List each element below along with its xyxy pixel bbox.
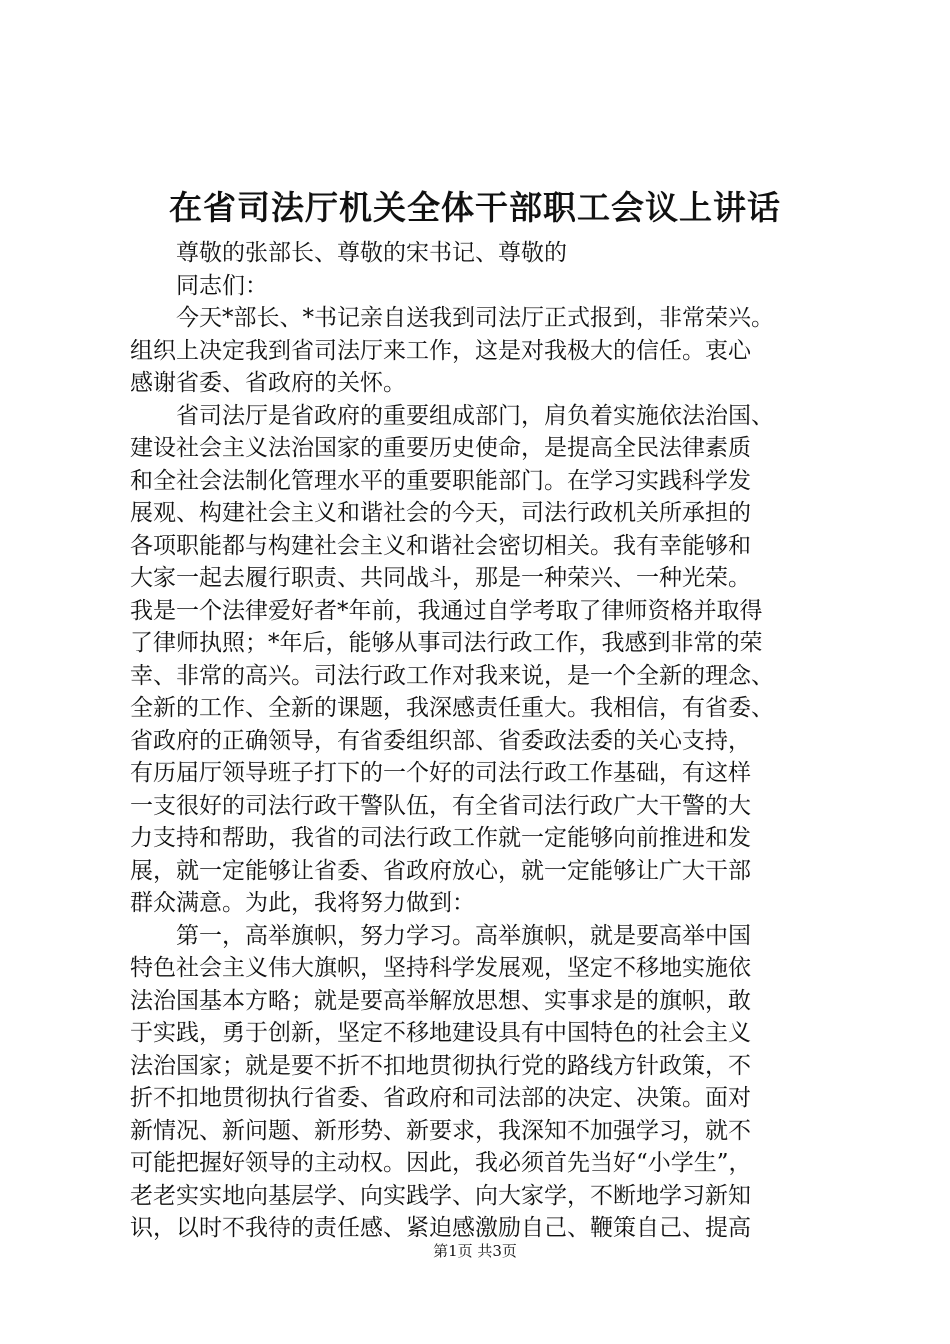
text-line: 尊敬的张部长、尊敬的宋书记、尊敬的 xyxy=(176,240,567,266)
document-title: 在省司法厅机关全体干部职工会议上讲话 xyxy=(169,188,781,227)
text-line: 建设社会主义法治国家的重要历史使命，是提高全民法律素质 xyxy=(130,435,751,461)
text-line: 了律师执照；*年后，能够从事司法行政工作，我感到非常的荣 xyxy=(130,630,763,656)
text-line: 感谢省委、省政府的关怀。 xyxy=(130,370,406,396)
text-line: 今天*部长、*书记亲自送我到司法厅正式报到，非常荣兴。 xyxy=(176,305,774,331)
text-line: 同志们： xyxy=(176,272,268,299)
text-line: 可能把握好领导的主动权。因此，我必须首先当好“小学生”， xyxy=(130,1150,752,1176)
text-line: 省政府的正确领导，有省委组织部、省委政法委的关心支持， xyxy=(130,727,751,754)
text-line: 新情况、新问题、新形势、新要求，我深知不加强学习，就不 xyxy=(130,1117,751,1144)
text-line: 有历届厅领导班子打下的一个好的司法行政工作基础，有这样 xyxy=(130,760,751,786)
text-line: 老老实实地向基层学、向实践学、向大家学，不断地学习新知 xyxy=(130,1182,751,1209)
text-line: 各项职能都与构建社会主义和谐社会密切相关。我有幸能够和 xyxy=(130,532,751,559)
text-line: 幸、非常的高兴。司法行政工作对我来说，是一个全新的理念、 xyxy=(130,662,774,689)
document-body xyxy=(130,237,830,1245)
text-line: 第一，高举旗帜，努力学习。高举旗帜，就是要高举中国 xyxy=(176,922,751,949)
text-line: 识，以时不我待的责任感、紧迫感激励自己、鞭策自己、提高 xyxy=(130,1215,751,1241)
text-line: 折不扣地贯彻执行省委、省政府和司法部的决定、决策。面对 xyxy=(130,1085,751,1111)
text-line: 特色社会主义伟大旗帜，坚持科学发展观，坚定不移地实施依 xyxy=(130,955,751,981)
text-line: 省司法厅是省政府的重要组成部门，肩负着实施依法治国、 xyxy=(176,402,774,429)
text-line: 力支持和帮助，我省的司法行政工作就一定能够向前推进和发 xyxy=(130,825,751,851)
text-line: 于实践，勇于创新，坚定不移地建设具有中国特色的社会主义 xyxy=(130,1020,751,1046)
text-line: 法治国家；就是要不折不扣地贯彻执行党的路线方针政策，不 xyxy=(130,1052,751,1079)
text-line: 群众满意。为此，我将努力做到： xyxy=(130,890,475,916)
text-line: 我是一个法律爱好者*年前，我通过自学考取了律师资格并取得 xyxy=(130,597,763,624)
text-line: 大家一起去履行职责、共同战斗，那是一种荣兴、一种光荣。 xyxy=(130,565,751,591)
text-line: 法治国基本方略；就是要高举解放思想、实事求是的旗帜，敢 xyxy=(130,987,751,1014)
text-line: 一支很好的司法行政干警队伍，有全省司法行政广大干警的大 xyxy=(130,792,751,819)
page-number-footer: 第1页 共3页 xyxy=(433,1242,517,1260)
text-line: 全新的工作、全新的课题，我深感责任重大。我相信，有省委、 xyxy=(130,695,774,721)
text-line: 展，就一定能够让省委、省政府放心，就一定能够让广大干部 xyxy=(130,857,751,884)
text-line: 展观、构建社会主义和谐社会的今天，司法行政机关所承担的 xyxy=(130,500,751,526)
text-line: 和全社会法制化管理水平的重要职能部门。在学习实践科学发 xyxy=(130,467,751,494)
text-line: 组织上决定我到省司法厅来工作，这是对我极大的信任。衷心 xyxy=(130,337,751,364)
